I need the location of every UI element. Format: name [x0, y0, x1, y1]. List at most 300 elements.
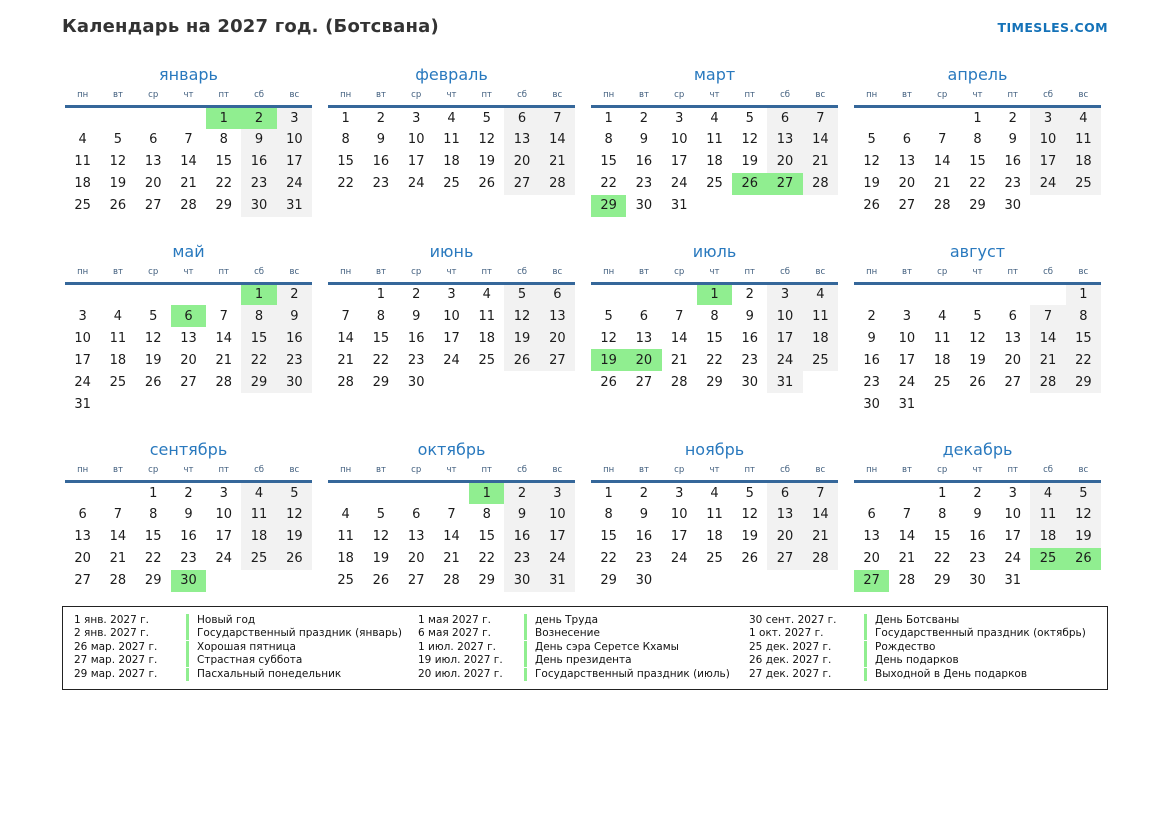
legend-holiday-name: день Труда [524, 614, 739, 627]
weekday-header: пт [995, 465, 1030, 482]
empty-cell [100, 283, 135, 305]
day-cell: 22 [969, 176, 986, 191]
day-cell: 3 [277, 107, 312, 129]
day-cell: 18 [241, 526, 276, 548]
day-cell: 27 [767, 548, 802, 570]
day-cell: 11 [1066, 129, 1101, 151]
day-cell: 28 [109, 573, 127, 588]
day-cell: 7 [938, 132, 947, 147]
day-cell: 10 [407, 132, 425, 147]
day-cell: 30 [863, 396, 880, 412]
day-cell: 24 [670, 551, 688, 566]
day-cell: 13 [180, 330, 197, 346]
day-cell: 25 [443, 176, 460, 191]
legend-date: 26 дек. 2027 г. [749, 654, 832, 666]
month-title: январь [159, 65, 218, 84]
day-cell: 22 [706, 352, 723, 368]
day-cell: 1 [973, 110, 982, 126]
empty-cell [1066, 393, 1101, 415]
day-cell: 1 [376, 287, 386, 303]
weekday-header: сб [1030, 465, 1065, 482]
day-cell: 5 [376, 507, 386, 522]
day-cell: 6 [78, 507, 87, 522]
weekday-header: пн [328, 90, 363, 107]
day-cell: 31 [898, 396, 916, 412]
empty-cell [803, 570, 838, 592]
day-cell: 8 [604, 132, 613, 147]
weekday-header: ср [136, 90, 171, 107]
weekday-header: чт [171, 267, 206, 284]
month-title: июнь [429, 241, 474, 261]
day-cell: 14 [337, 330, 354, 346]
month-table [854, 267, 1101, 416]
day-cell: 24 [277, 173, 312, 195]
day-cell: 22 [241, 349, 276, 371]
day-cell: 1 [206, 107, 241, 129]
empty-cell [206, 283, 241, 305]
day-cell: 9 [1008, 132, 1017, 147]
empty-cell [434, 371, 469, 393]
day-cell: 31 [767, 371, 802, 393]
day-cell: 29 [372, 374, 390, 390]
calendar-year-grid [62, 65, 1108, 592]
day-cell: 10 [1004, 507, 1022, 522]
weekday-header: чт [434, 267, 469, 284]
day-cell: 12 [863, 154, 880, 169]
day-cell: 4 [482, 287, 491, 303]
legend-date: 20 июл. 2027 г. [418, 667, 503, 680]
day-cell: 10 [277, 129, 312, 151]
day-cell: 24 [407, 176, 425, 191]
day-cell: 11 [803, 305, 838, 327]
day-cell: 5 [745, 485, 754, 501]
day-cell: 6 [171, 305, 206, 327]
day-cell: 29 [600, 573, 617, 588]
day-cell: 27 [74, 573, 91, 588]
day-cell: 20 [626, 349, 661, 371]
day-cell: 25 [109, 374, 127, 390]
day-cell: 29 [969, 198, 986, 213]
empty-cell [277, 570, 312, 592]
day-cell: 13 [863, 529, 880, 544]
legend-holiday-name: Государственный праздник (июль) [524, 668, 739, 681]
weekday-header: пт [469, 267, 504, 284]
day-cell: 13 [74, 529, 91, 544]
day-cell: 11 [109, 330, 127, 346]
day-cell: 16 [407, 330, 425, 346]
day-cell: 6 [504, 107, 539, 129]
day-cell: 26 [600, 374, 617, 390]
day-cell: 20 [767, 151, 802, 173]
day-cell: 12 [504, 305, 539, 327]
day-cell: 24 [215, 551, 233, 566]
legend-date: 19 июл. 2027 г. [418, 654, 503, 666]
day-cell: 25 [933, 374, 951, 390]
day-cell: 4 [78, 132, 87, 147]
empty-cell [1066, 570, 1101, 592]
month-table [328, 90, 575, 195]
empty-cell [100, 107, 135, 129]
day-cell: 29 [933, 573, 951, 588]
legend-date: 1 мая 2027 г. [418, 613, 491, 626]
weekday-header: чт [434, 90, 469, 107]
empty-cell [803, 371, 838, 393]
day-cell: 25 [803, 349, 838, 371]
day-cell: 28 [215, 374, 233, 390]
day-cell: 9 [184, 507, 193, 522]
month-7 [591, 242, 838, 416]
day-cell: 28 [933, 198, 951, 213]
day-cell: 21 [443, 551, 460, 566]
legend-holiday-name: День президента [524, 654, 739, 667]
day-cell: 12 [372, 529, 390, 544]
weekday-header: чт [171, 465, 206, 482]
empty-cell [171, 393, 206, 415]
day-cell: 17 [407, 154, 425, 169]
day-cell: 30 [741, 374, 759, 390]
day-cell: 30 [635, 198, 653, 213]
day-cell: 28 [540, 173, 575, 195]
day-cell: 22 [1066, 349, 1101, 371]
weekday-header: сб [767, 267, 802, 284]
day-cell: 10 [767, 305, 802, 327]
weekday-header: пн [328, 267, 363, 284]
site-link[interactable]: TIMESLES.COM [997, 20, 1108, 35]
day-cell: 28 [670, 374, 688, 390]
weekday-header: чт [171, 90, 206, 107]
weekday-header: пт [995, 267, 1030, 284]
day-cell: 4 [241, 482, 276, 504]
day-cell: 16 [635, 529, 653, 544]
day-cell: 12 [109, 154, 127, 169]
weekday-header: ср [136, 465, 171, 482]
day-cell: 5 [867, 132, 876, 147]
day-cell: 6 [867, 507, 876, 522]
month-title: ноябрь [684, 440, 745, 459]
month-5 [65, 242, 312, 416]
day-cell: 3 [675, 485, 684, 501]
legend-holiday-name: День подарков [864, 654, 1097, 667]
empty-cell [241, 570, 276, 592]
weekday-header: ср [925, 90, 960, 107]
day-cell: 18 [706, 154, 723, 169]
day-cell: 22 [600, 176, 617, 191]
day-cell: 17 [1030, 151, 1065, 173]
day-cell: 15 [478, 529, 496, 544]
weekday-header: пт [732, 90, 767, 107]
day-cell: 15 [600, 529, 617, 544]
empty-cell [995, 393, 1030, 415]
weekday-header: ср [925, 465, 960, 482]
empty-cell [1030, 570, 1065, 592]
day-cell: 15 [969, 154, 986, 169]
empty-cell [697, 570, 732, 592]
day-cell: 28 [803, 548, 838, 570]
day-cell: 5 [277, 482, 312, 504]
weekday-header: чт [960, 267, 995, 284]
day-cell: 17 [277, 151, 312, 173]
legend-date: 1 окт. 2027 г. [749, 627, 824, 639]
day-cell: 7 [341, 308, 350, 324]
weekday-header: вт [626, 465, 661, 482]
month-title: август [949, 241, 1006, 261]
day-cell: 16 [372, 154, 390, 169]
day-cell: 20 [407, 551, 425, 566]
month-10 [328, 440, 575, 592]
month-12 [854, 440, 1101, 592]
day-cell: 8 [973, 132, 982, 147]
empty-cell [925, 283, 960, 305]
day-cell: 15 [1066, 327, 1101, 349]
weekday-header: вс [540, 465, 575, 482]
day-cell: 6 [540, 283, 575, 305]
day-cell: 24 [1030, 173, 1065, 195]
day-cell: 10 [898, 330, 916, 346]
empty-cell [767, 195, 802, 217]
day-cell: 14 [215, 330, 233, 346]
weekday-header: пн [328, 465, 363, 482]
day-cell: 24 [898, 374, 916, 390]
day-cell: 23 [635, 176, 653, 191]
day-cell: 4 [710, 485, 719, 501]
weekday-header: сб [241, 90, 276, 107]
day-cell: 17 [670, 529, 688, 544]
day-cell: 20 [74, 551, 91, 566]
day-cell: 24 [1004, 551, 1022, 566]
day-cell: 10 [443, 308, 460, 324]
empty-cell [206, 570, 241, 592]
day-cell: 11 [1030, 504, 1065, 526]
weekday-header: сб [767, 465, 802, 482]
day-cell: 18 [803, 327, 838, 349]
day-cell: 2 [1008, 110, 1017, 126]
month-3 [591, 65, 838, 217]
legend-holiday-name: Хорошая пятница [186, 641, 408, 654]
weekday-header: пт [206, 465, 241, 482]
day-cell: 29 [706, 374, 723, 390]
day-cell: 16 [504, 526, 539, 548]
empty-cell [1030, 195, 1065, 217]
day-cell: 19 [741, 154, 759, 169]
weekday-header: вс [803, 90, 838, 107]
weekday-header: чт [960, 90, 995, 107]
weekday-header: пт [469, 465, 504, 482]
empty-cell [328, 283, 363, 305]
day-cell: 29 [478, 573, 496, 588]
day-cell: 27 [180, 374, 197, 390]
day-cell: 17 [670, 154, 688, 169]
weekday-header: чт [960, 465, 995, 482]
day-cell: 30 [635, 573, 653, 588]
weekday-header: ср [399, 267, 434, 284]
day-cell: 26 [478, 176, 496, 191]
day-cell: 25 [478, 352, 496, 368]
empty-cell [854, 482, 889, 504]
weekday-header: вс [1066, 267, 1101, 284]
day-cell: 21 [933, 176, 951, 191]
day-cell: 21 [540, 151, 575, 173]
day-cell: 7 [902, 507, 912, 522]
day-cell: 9 [504, 504, 539, 526]
weekday-header: пн [854, 465, 889, 482]
legend-holiday-name: День Ботсваны [864, 614, 1097, 627]
day-cell: 25 [1030, 548, 1065, 570]
day-cell: 10 [670, 132, 688, 147]
day-cell: 24 [670, 176, 688, 191]
day-cell: 1 [604, 485, 613, 501]
day-cell: 2 [184, 485, 193, 501]
day-cell: 26 [1066, 548, 1101, 570]
empty-cell [889, 283, 924, 305]
legend-date: 25 дек. 2027 г. [749, 640, 832, 653]
day-cell: 27 [407, 573, 425, 588]
day-cell: 2 [639, 485, 649, 501]
weekday-header: сб [1030, 90, 1065, 107]
holiday-legend [62, 606, 1108, 690]
day-cell: 17 [1004, 529, 1022, 544]
day-cell: 15 [337, 154, 354, 169]
weekday-header: чт [434, 465, 469, 482]
day-cell: 8 [241, 305, 276, 327]
day-cell: 13 [898, 154, 916, 169]
day-cell: 26 [969, 374, 986, 390]
weekday-header: вс [540, 90, 575, 107]
day-cell: 19 [277, 526, 312, 548]
legend-holiday-name: Рождество [864, 641, 1097, 654]
day-cell: 29 [1066, 371, 1101, 393]
empty-cell [732, 570, 767, 592]
day-cell: 3 [412, 110, 421, 126]
legend-holiday-name: Вознесение [524, 627, 739, 640]
month-11 [591, 440, 838, 592]
weekday-header: вт [626, 267, 661, 284]
day-cell: 30 [277, 371, 312, 393]
day-cell: 17 [74, 352, 91, 368]
day-cell: 19 [504, 327, 539, 349]
day-cell: 4 [710, 110, 719, 126]
empty-cell [732, 195, 767, 217]
day-cell: 6 [767, 482, 802, 504]
day-cell: 22 [600, 551, 617, 566]
day-cell: 3 [1030, 107, 1065, 129]
day-cell: 26 [144, 374, 162, 390]
day-cell: 7 [1030, 305, 1065, 327]
weekday-header: вт [100, 465, 135, 482]
day-cell: 19 [741, 529, 759, 544]
day-cell: 19 [969, 352, 986, 368]
day-cell: 26 [372, 573, 390, 588]
topbar [62, 16, 1108, 37]
day-cell: 19 [863, 176, 880, 191]
empty-cell [889, 482, 924, 504]
day-cell: 18 [478, 330, 496, 346]
weekday-header: чт [697, 267, 732, 284]
day-cell: 16 [277, 327, 312, 349]
empty-cell [65, 482, 100, 504]
day-cell: 15 [600, 154, 617, 169]
day-cell: 25 [241, 548, 276, 570]
day-cell: 19 [591, 349, 626, 371]
weekday-header: ср [925, 267, 960, 284]
day-cell: 1 [604, 110, 613, 126]
day-cell: 6 [412, 507, 421, 522]
day-cell: 26 [109, 198, 127, 213]
empty-cell [171, 107, 206, 129]
weekday-header: вт [363, 90, 398, 107]
empty-cell [136, 283, 171, 305]
day-cell: 23 [372, 176, 390, 191]
day-cell: 11 [443, 132, 460, 147]
day-cell: 28 [337, 374, 354, 390]
day-cell: 28 [443, 573, 460, 588]
weekday-header: пт [732, 267, 767, 284]
day-cell: 27 [504, 173, 539, 195]
day-cell: 8 [219, 132, 228, 147]
weekday-header: ср [399, 90, 434, 107]
day-cell: 6 [149, 132, 158, 147]
day-cell: 13 [504, 129, 539, 151]
day-cell: 10 [74, 330, 91, 346]
legend-date: 27 мар. 2027 г. [74, 654, 158, 666]
month-title: февраль [415, 65, 488, 84]
day-cell: 9 [376, 132, 386, 147]
day-cell: 8 [376, 308, 386, 324]
day-cell: 16 [635, 154, 653, 169]
day-cell: 18 [337, 551, 354, 566]
day-cell: 20 [767, 526, 802, 548]
legend-date: 1 янв. 2027 г. [74, 613, 149, 626]
empty-cell [434, 482, 469, 504]
day-cell: 23 [969, 551, 986, 566]
day-cell: 20 [1004, 352, 1022, 368]
day-cell: 1 [241, 283, 276, 305]
legend-date: 30 сент. 2027 г. [749, 613, 837, 626]
day-cell: 18 [109, 352, 127, 368]
day-cell: 6 [902, 132, 912, 147]
day-cell: 23 [863, 374, 880, 390]
day-cell: 25 [337, 573, 354, 588]
day-cell: 26 [504, 349, 539, 371]
day-cell: 1 [149, 485, 158, 501]
empty-cell [889, 107, 924, 129]
day-cell: 6 [639, 308, 649, 324]
day-cell: 30 [171, 570, 206, 592]
month-title: март [693, 65, 736, 84]
month-title: апрель [947, 65, 1008, 84]
day-cell: 25 [74, 198, 91, 213]
day-cell: 27 [854, 570, 889, 592]
day-cell: 9 [639, 507, 649, 522]
day-cell: 14 [540, 129, 575, 151]
empty-cell [591, 283, 626, 305]
day-cell: 8 [938, 507, 947, 522]
legend-date: 26 мар. 2027 г. [74, 640, 158, 653]
day-cell: 26 [277, 548, 312, 570]
day-cell: 11 [706, 132, 723, 147]
day-cell: 7 [113, 507, 123, 522]
empty-cell [65, 283, 100, 305]
weekday-header: чт [697, 465, 732, 482]
day-cell: 29 [241, 371, 276, 393]
empty-cell [100, 393, 135, 415]
day-cell: 13 [540, 305, 575, 327]
day-cell: 17 [215, 529, 233, 544]
weekday-header: вт [626, 90, 661, 107]
day-cell: 23 [741, 352, 759, 368]
day-cell: 19 [1066, 526, 1101, 548]
day-cell: 2 [412, 287, 421, 303]
day-cell: 26 [741, 551, 759, 566]
